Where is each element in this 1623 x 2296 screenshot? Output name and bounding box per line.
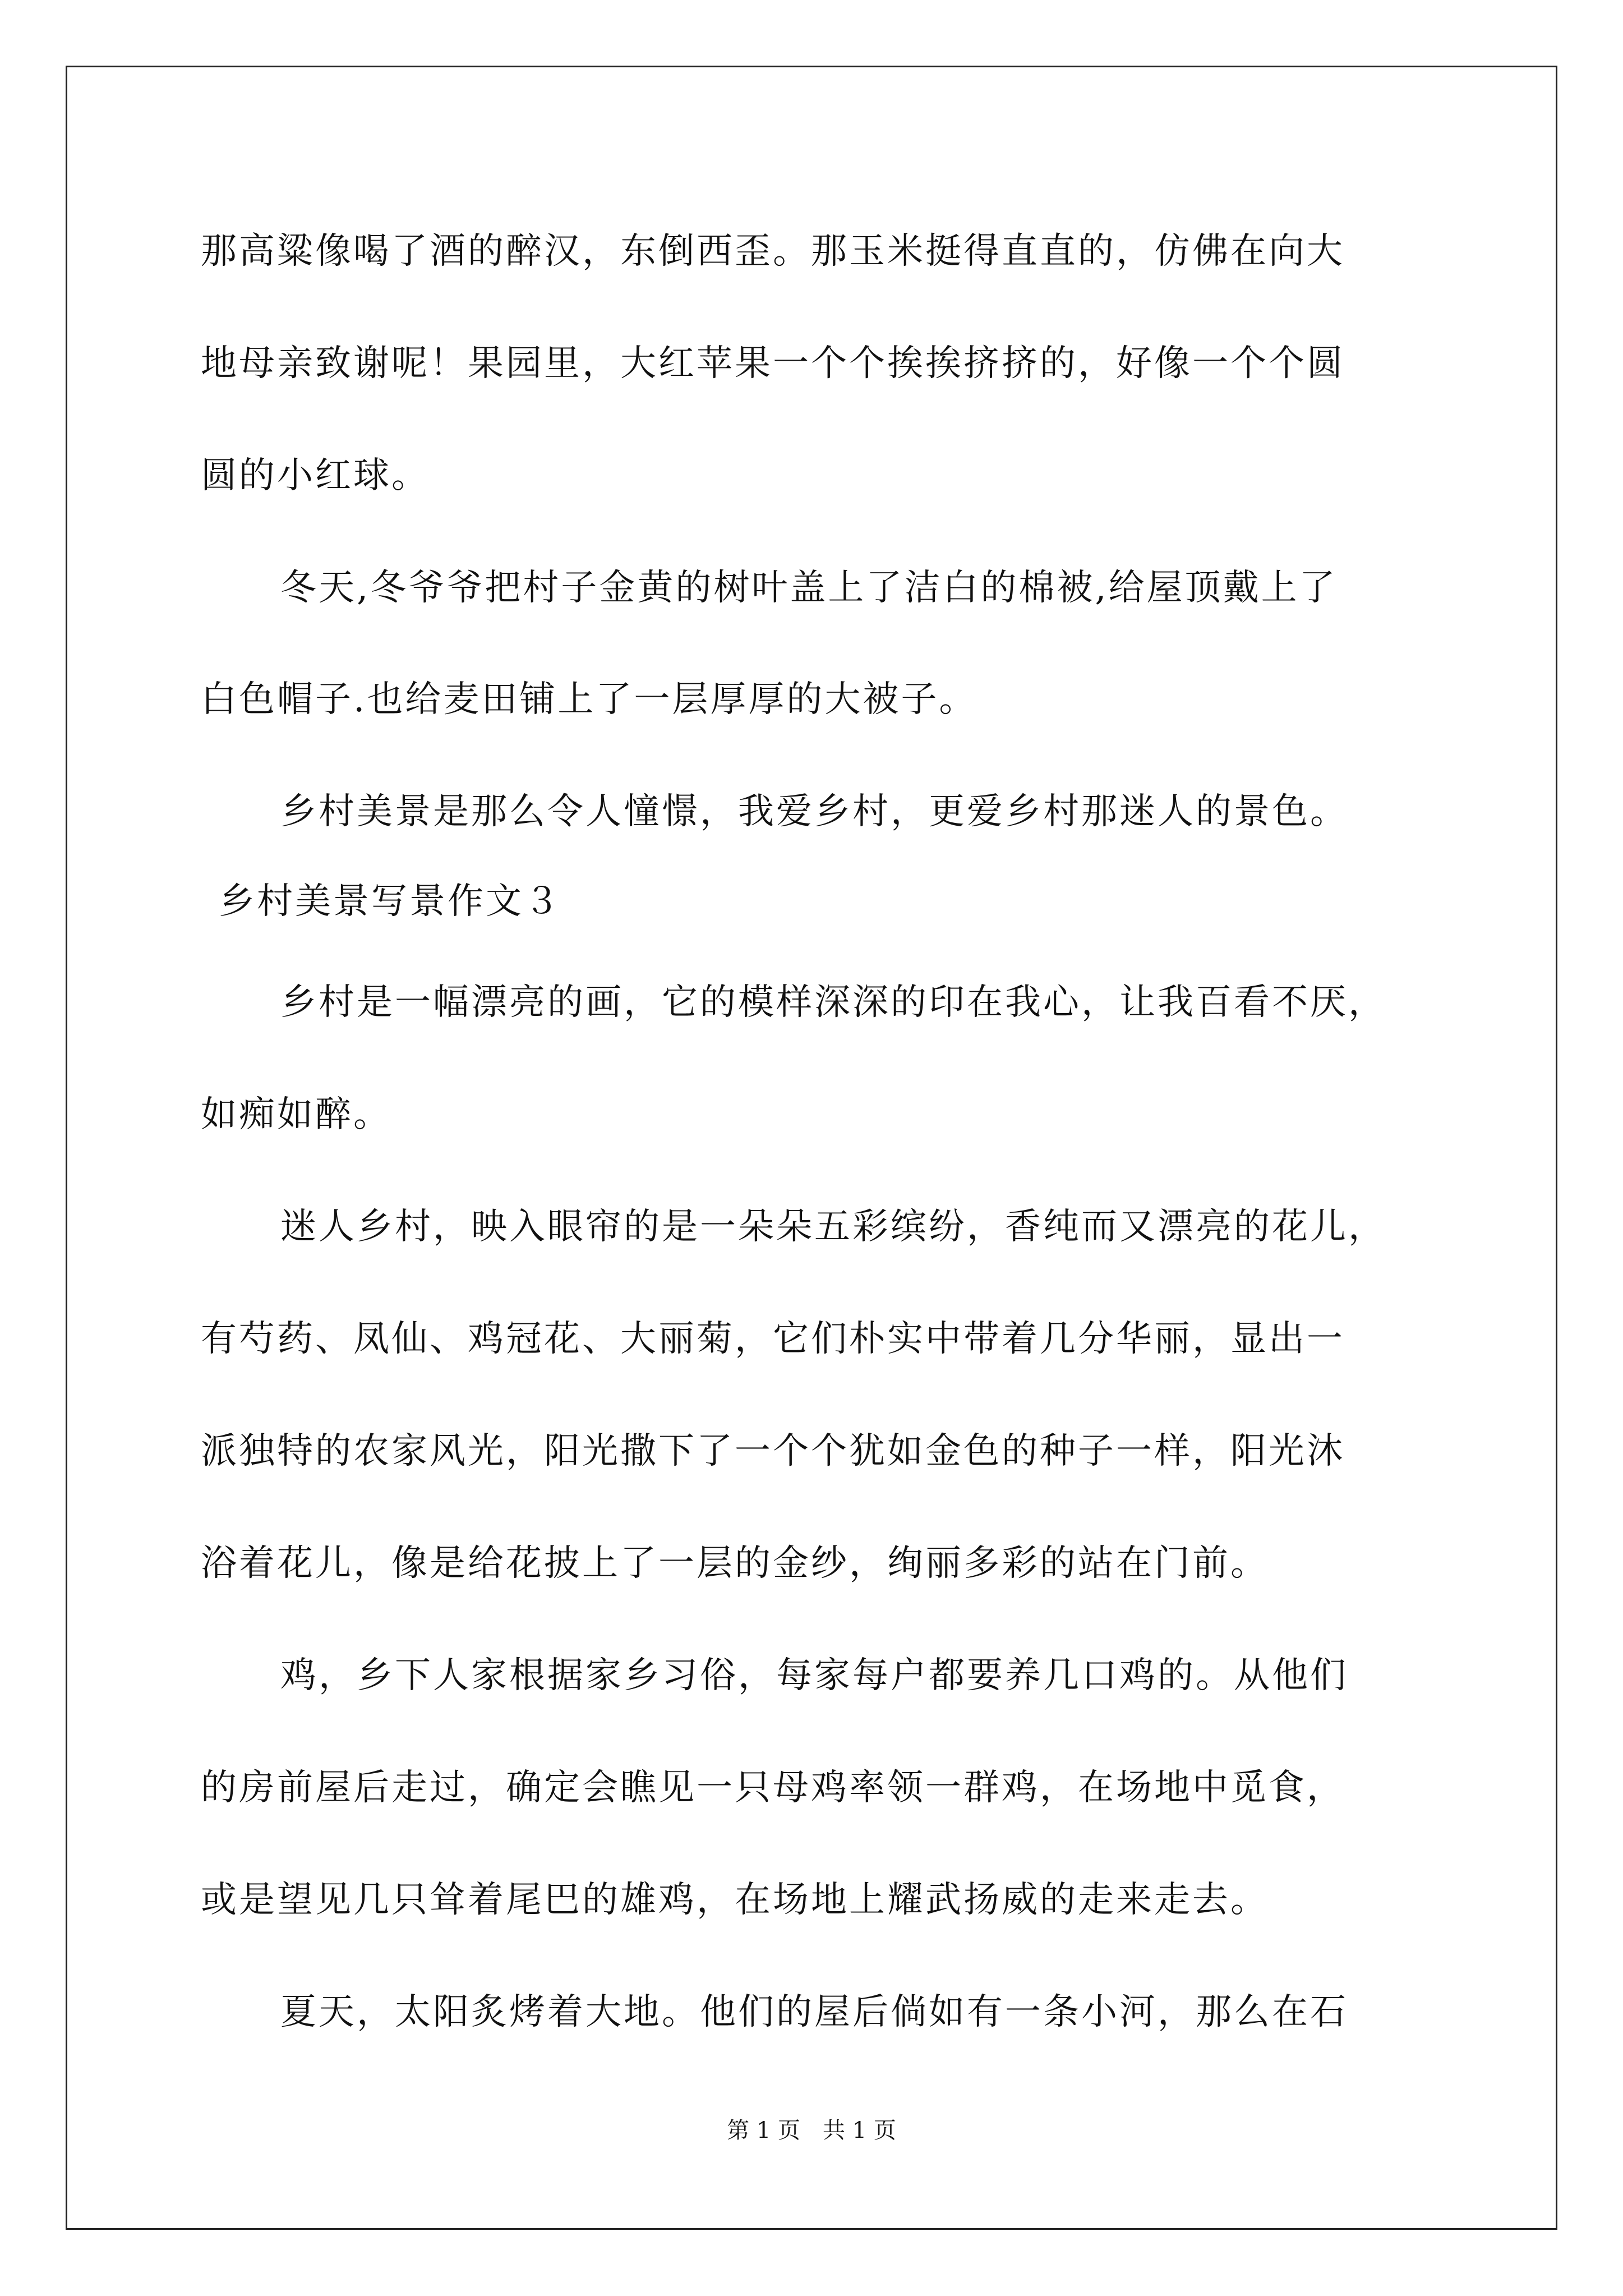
text-line: 白色帽子.也给麦田铺上了一层厚厚的大被子。 bbox=[201, 679, 978, 720]
text-line: 有芍药、凤仙、鸡冠花、大丽菊，它们朴实中带着几分华丽，显出一 bbox=[201, 1318, 1345, 1360]
text-line: 圆的小红球。 bbox=[201, 455, 430, 496]
text-line: 的房前屋后走过，确定会瞧见一只母鸡率领一群鸡，在场地中觅食， bbox=[201, 1767, 1345, 1809]
text-line: 冬天,冬爷爷把村子金黄的树叶盖上了洁白的棉被,给屋顶戴上了 bbox=[280, 567, 1338, 609]
text-line: 那高粱像喝了酒的醉汉，东倒西歪。那玉米挺得直直的，仿佛在向大 bbox=[201, 231, 1345, 272]
text-line: 如痴如醉。 bbox=[201, 1094, 391, 1135]
text-line: 鸡，乡下人家根据家乡习俗，每家每户都要养几口鸡的。从他们 bbox=[280, 1655, 1348, 1696]
section-heading: 乡村美景写景作文３ bbox=[219, 881, 562, 922]
text-line: 派独特的农家风光，阳光撒下了一个个犹如金色的种子一样，阳光沐 bbox=[201, 1430, 1345, 1472]
page-footer: 第 1 页 共 1 页 bbox=[727, 2118, 896, 2143]
text-line: 乡村是一幅漂亮的画，它的模样深深的印在我心，让我百看不厌， bbox=[280, 982, 1386, 1023]
text-line: 地母亲致谢呢！果园里，大红苹果一个个挨挨挤挤的，好像一个个圆 bbox=[201, 343, 1345, 384]
text-line: 迷人乡村，映入眼帘的是一朵朵五彩缤纷，香纯而又漂亮的花儿， bbox=[280, 1206, 1386, 1248]
text-line: 或是望见几只耸着尾巴的雄鸡，在场地上耀武扬威的走来走去。 bbox=[201, 1879, 1269, 1921]
text-line: 浴着花儿，像是给花披上了一层的金纱，绚丽多彩的站在门前。 bbox=[201, 1543, 1269, 1584]
text-line: 夏天，太阳炙烤着大地。他们的屋后倘如有一条小河，那么在石 bbox=[280, 1991, 1348, 2033]
text-line: 乡村美景是那么令人憧憬，我爱乡村，更爱乡村那迷人的景色。 bbox=[280, 791, 1348, 832]
